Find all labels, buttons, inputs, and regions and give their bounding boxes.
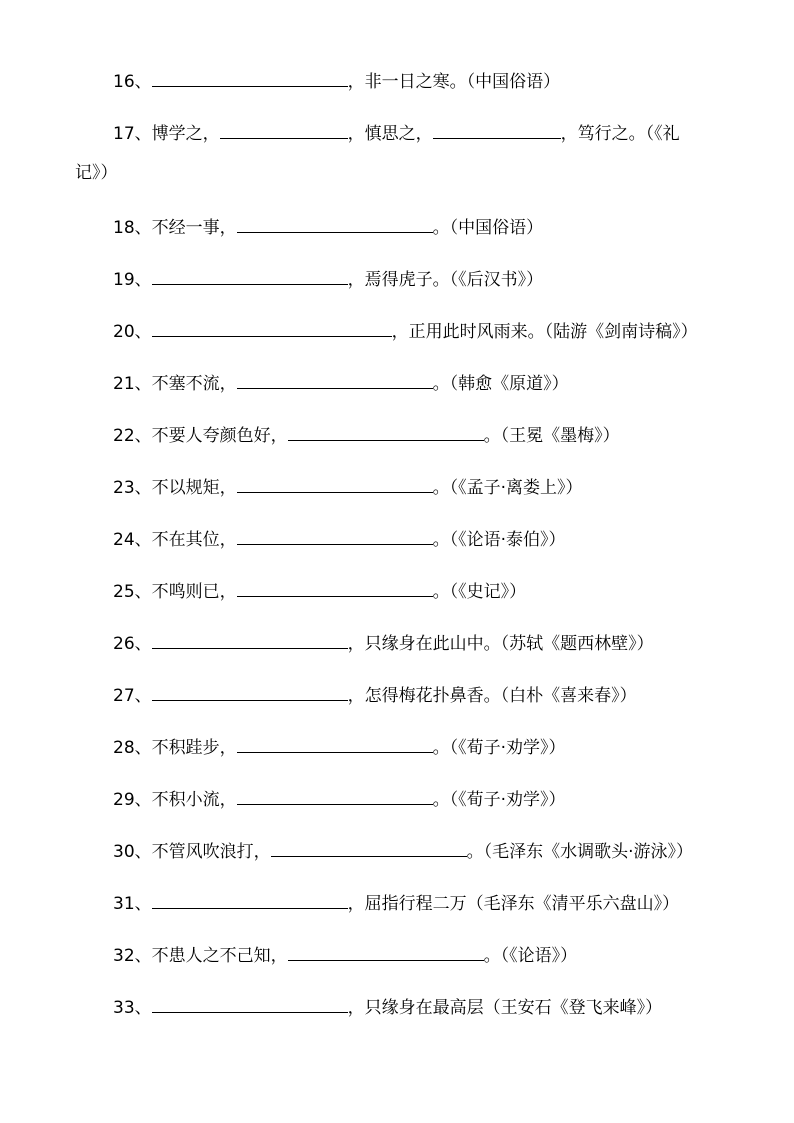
item-number: 25、 bbox=[113, 582, 152, 602]
item-text: ，只缘身在最高层（王安石《登飞来峰》） bbox=[347, 998, 663, 1018]
item-text: ，非一日之寒。（中国俗语） bbox=[347, 72, 561, 92]
item-text: ，慎思之， bbox=[347, 124, 433, 144]
answer-blank[interactable] bbox=[237, 526, 433, 545]
answer-blank[interactable] bbox=[237, 578, 433, 597]
item-text: ，只缘身在此山中。（苏轼《题西林壁》） bbox=[347, 634, 654, 654]
item-text: 不积跬步， bbox=[151, 738, 237, 758]
list-item bbox=[0, 214, 794, 238]
item-continuation: 记》） bbox=[75, 163, 118, 183]
item-text: 博学之， bbox=[151, 124, 220, 144]
list-item bbox=[0, 838, 794, 862]
list-item bbox=[0, 68, 794, 92]
item-number: 28、 bbox=[113, 738, 152, 758]
list-item bbox=[0, 474, 794, 498]
item-text: 不积小流， bbox=[151, 790, 237, 810]
list-item bbox=[0, 682, 794, 706]
list-item bbox=[0, 786, 794, 810]
item-number: 29、 bbox=[113, 790, 152, 810]
item-number: 23、 bbox=[113, 478, 152, 498]
item-text: 。（韩愈《原道》） bbox=[432, 374, 569, 394]
item-number: 19、 bbox=[113, 270, 152, 290]
item-text: 不塞不流， bbox=[151, 374, 237, 394]
item-text: 。（《荀子·劝学》） bbox=[432, 790, 566, 810]
answer-blank[interactable] bbox=[288, 422, 484, 441]
item-number: 21、 bbox=[113, 374, 152, 394]
item-number: 24、 bbox=[113, 530, 152, 550]
item-number: 32、 bbox=[113, 946, 152, 966]
item-text: 。（王冕《墨梅》） bbox=[483, 426, 620, 446]
item-text: 。（《论语·泰伯》） bbox=[432, 530, 566, 550]
answer-blank[interactable] bbox=[152, 266, 348, 285]
answer-blank[interactable] bbox=[237, 474, 433, 493]
list-item bbox=[0, 890, 794, 914]
list-item bbox=[0, 266, 794, 290]
answer-blank[interactable] bbox=[152, 318, 392, 337]
item-text: 不要人夸颜色好， bbox=[151, 426, 288, 446]
item-text: 不以规矩， bbox=[151, 478, 237, 498]
list-item bbox=[0, 422, 794, 446]
item-number: 17、 bbox=[113, 124, 152, 144]
item-text: ，正用此时风雨来。（陆游《剑南诗稿》） bbox=[391, 322, 698, 342]
answer-blank[interactable] bbox=[152, 68, 348, 87]
item-number: 26、 bbox=[113, 634, 152, 654]
item-number: 20、 bbox=[113, 322, 152, 342]
item-text: ，笃行之。（《礼 bbox=[560, 124, 680, 144]
item-number: 27、 bbox=[113, 686, 152, 706]
answer-blank[interactable] bbox=[152, 890, 348, 909]
item-text: ，怎得梅花扑鼻香。（白朴《喜来春》） bbox=[347, 686, 637, 706]
answer-blank[interactable] bbox=[237, 214, 433, 233]
item-number: 31、 bbox=[113, 894, 152, 914]
answer-blank[interactable] bbox=[433, 120, 561, 139]
answer-blank[interactable] bbox=[237, 734, 433, 753]
answer-blank[interactable] bbox=[152, 682, 348, 701]
item-number: 18、 bbox=[113, 218, 152, 238]
item-text: 。（中国俗语） bbox=[432, 218, 544, 238]
list-item bbox=[0, 120, 794, 144]
item-number: 30、 bbox=[113, 842, 152, 862]
item-text: 不管风吹浪打， bbox=[151, 842, 271, 862]
item-number: 22、 bbox=[113, 426, 152, 446]
answer-blank[interactable] bbox=[288, 942, 484, 961]
list-item bbox=[0, 942, 794, 966]
list-item bbox=[0, 370, 794, 394]
item-text: 。（《孟子·离娄上》） bbox=[432, 478, 583, 498]
item-text: 。（《荀子·劝学》） bbox=[432, 738, 566, 758]
item-text: 。（《史记》） bbox=[432, 582, 527, 602]
item-text: 不鸣则已， bbox=[151, 582, 237, 602]
list-item bbox=[0, 578, 794, 602]
list-item bbox=[0, 318, 794, 342]
item-number: 16、 bbox=[113, 72, 152, 92]
answer-blank[interactable] bbox=[237, 786, 433, 805]
list-item bbox=[0, 630, 794, 654]
answer-blank[interactable] bbox=[237, 370, 433, 389]
list-item bbox=[0, 734, 794, 758]
item-text: 。（毛泽东《水调歌头·游泳》） bbox=[466, 842, 694, 862]
list-item bbox=[0, 994, 794, 1018]
answer-blank[interactable] bbox=[152, 994, 348, 1013]
item-text: 。（《论语》） bbox=[483, 946, 578, 966]
item-text: ，屈指行程二万（毛泽东《清平乐六盘山》） bbox=[347, 894, 680, 914]
answer-blank[interactable] bbox=[271, 838, 467, 857]
item-text: 不在其位， bbox=[151, 530, 237, 550]
item-number: 33、 bbox=[113, 998, 152, 1018]
answer-blank[interactable] bbox=[220, 120, 348, 139]
item-text: ，焉得虎子。（《后汉书》） bbox=[347, 270, 544, 290]
item-text: 不经一事， bbox=[151, 218, 237, 238]
item-text: 不患人之不己知， bbox=[151, 946, 288, 966]
answer-blank[interactable] bbox=[152, 630, 348, 649]
list-item bbox=[0, 526, 794, 550]
